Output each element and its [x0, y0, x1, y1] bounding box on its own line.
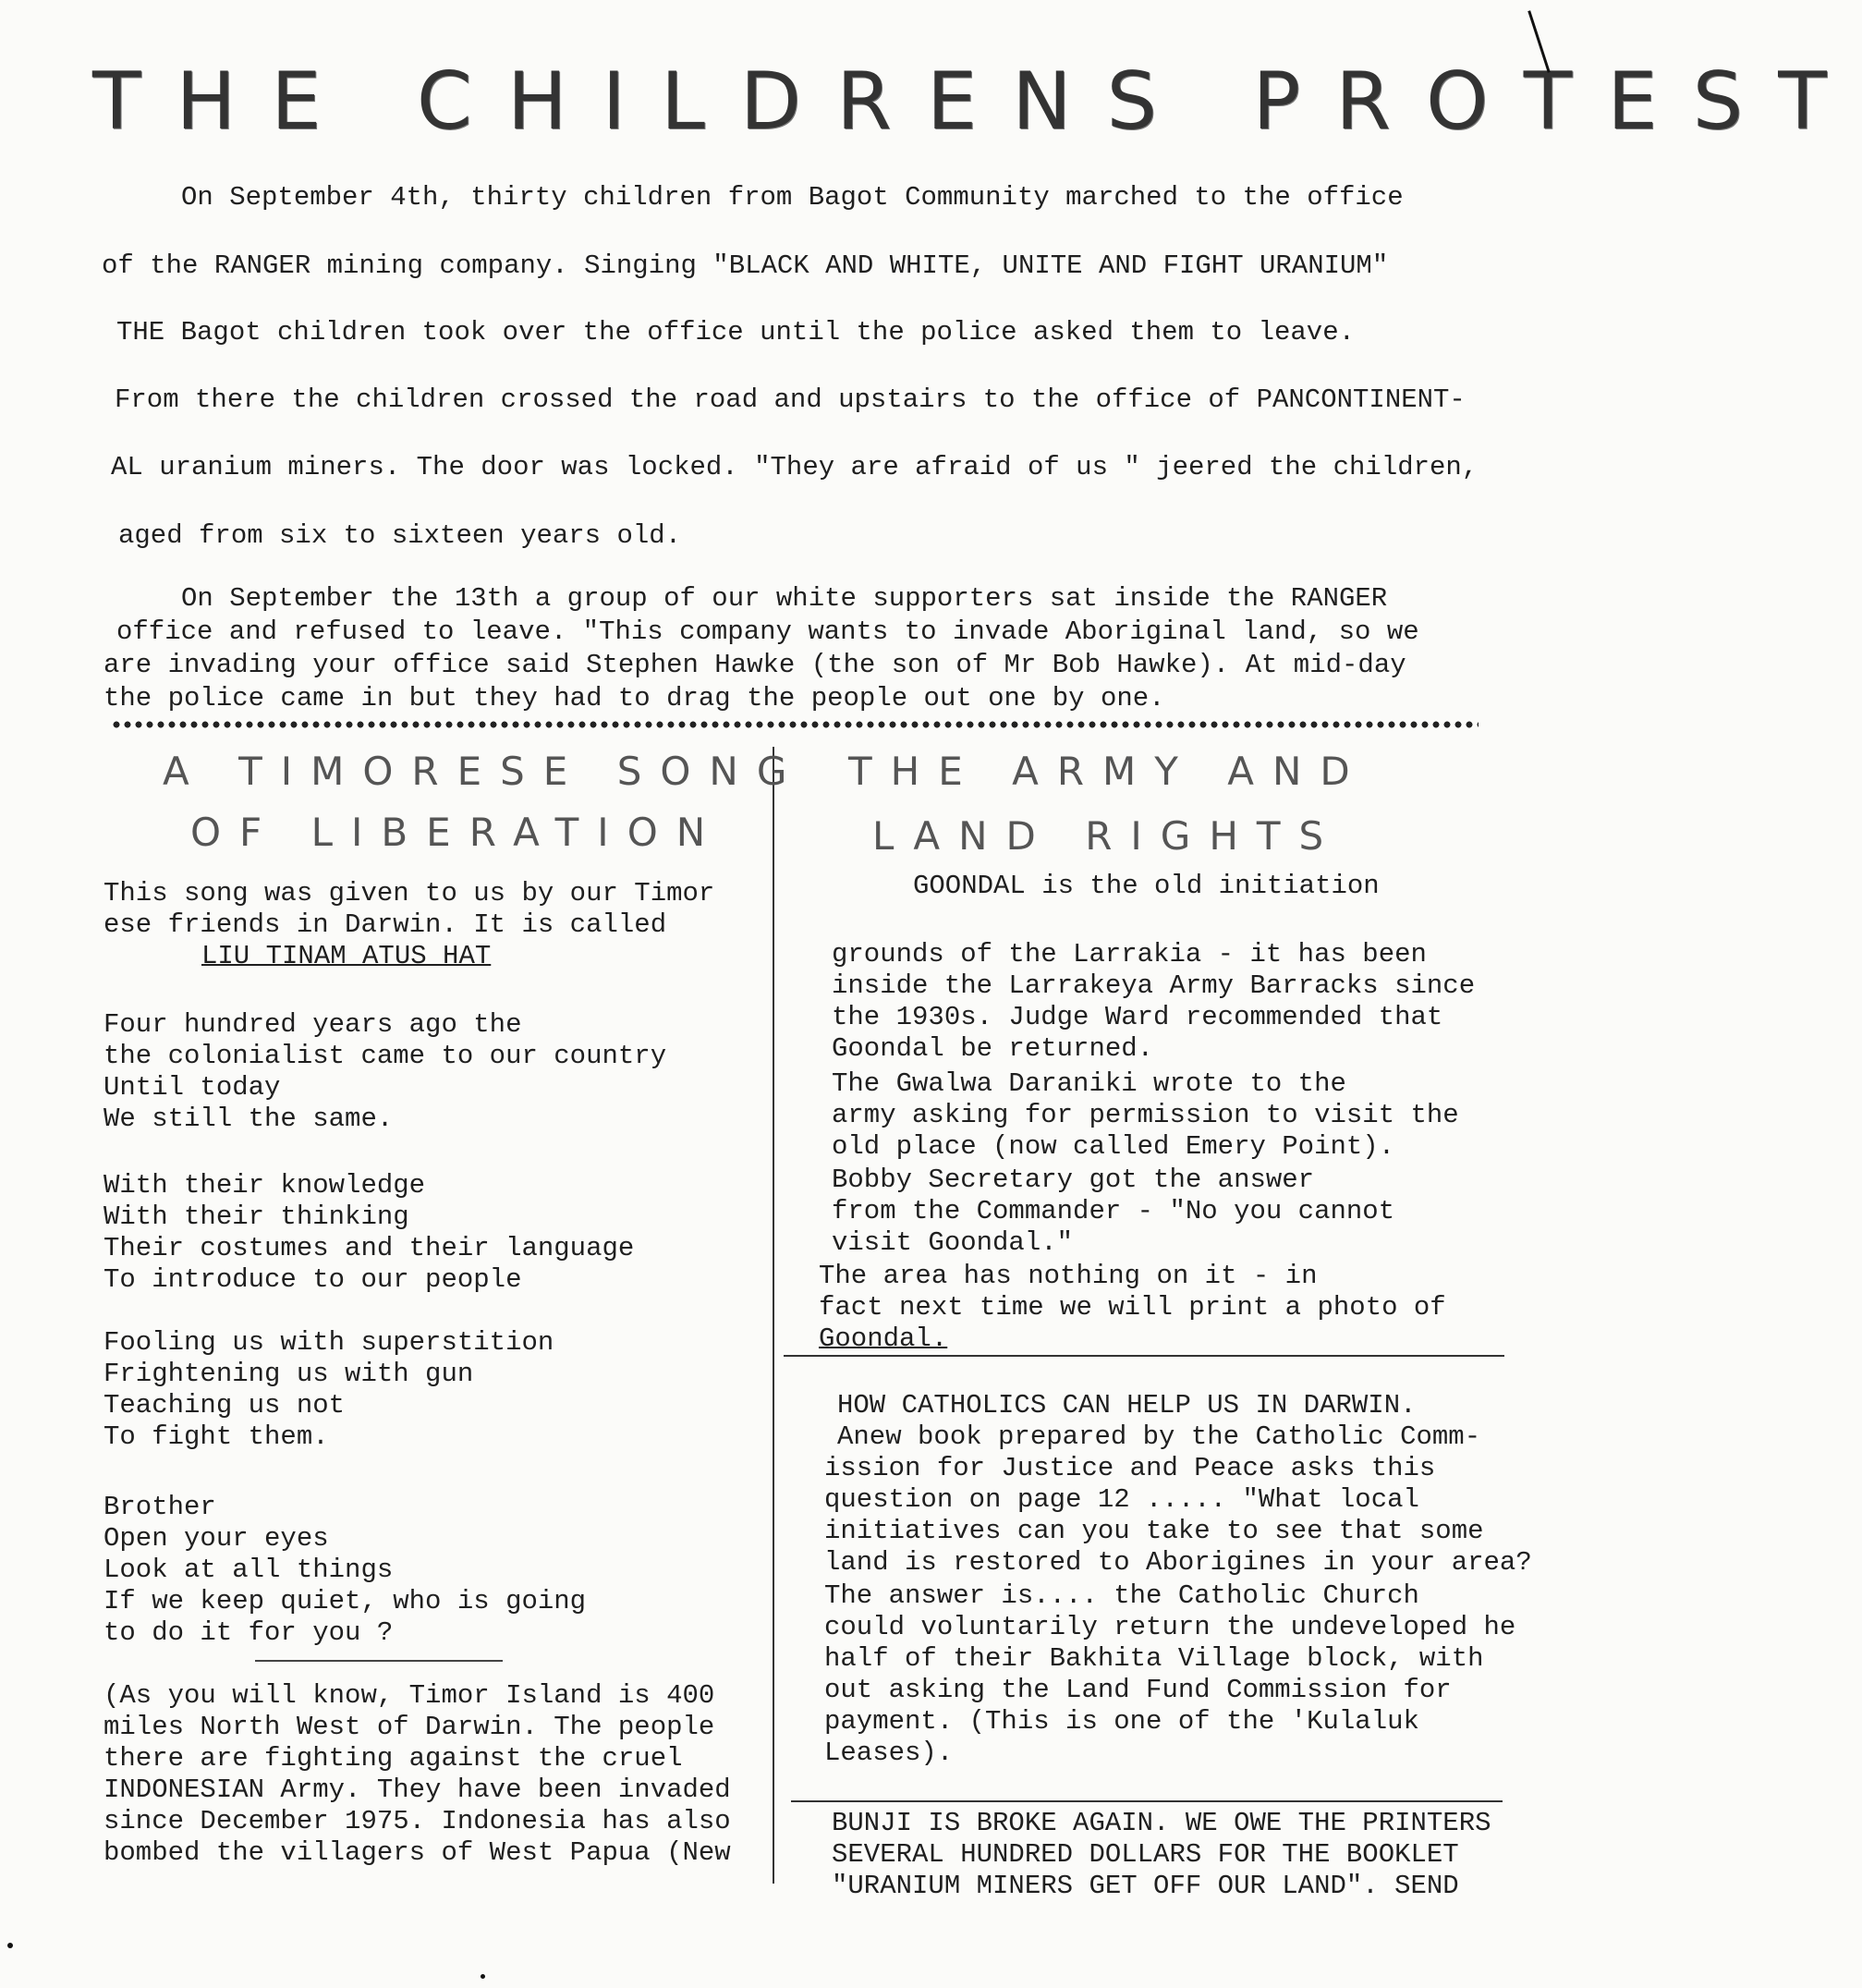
intro-line: On September 4th, thirty children from Bagot Community marched to the office [181, 182, 1404, 213]
song-verse-line: We still the same. [103, 1104, 394, 1134]
song-verse-line: Their costumes and their language [103, 1233, 635, 1263]
song-verse-line: To fight them. [103, 1421, 329, 1452]
army-text-line: The area has nothing on it - in [819, 1261, 1318, 1291]
song-intro-line: ese friends in Darwin. It is called [103, 909, 667, 940]
supporters-line: the police came in but they had to drag the people out one by one. [103, 683, 1165, 713]
catholics-text-line: Leases). [824, 1738, 954, 1768]
catholics-text-line: Anew book prepared by the Catholic Comm- [837, 1421, 1481, 1452]
song-verse-line: Look at all things [103, 1555, 394, 1585]
supporters-line: On September the 13th a group of our white supporters sat inside the RANGER [181, 583, 1388, 614]
column-divider [773, 747, 774, 1884]
song-verse-line: Frightening us with gun [103, 1359, 474, 1389]
catholics-text-line: land is restored to Aborigines in your area? [824, 1547, 1532, 1578]
army-text-line: visit Goondal." [832, 1227, 1074, 1258]
intro-line: aged from six to sixteen years old. [118, 520, 682, 551]
song-verse-line: With their knowledge [103, 1170, 426, 1201]
song-title: LIU TINAM ATUS HAT [201, 941, 492, 971]
catholics-text-line: question on page 12 ..... "What local [824, 1484, 1419, 1515]
song-verse-line: the colonialist came to our country [103, 1041, 667, 1071]
army-text-line: The Gwalwa Daraniki wrote to the [832, 1068, 1346, 1099]
timor-note-line: INDONESIAN Army. They have been invaded [103, 1775, 731, 1805]
catholics-heading: HOW CATHOLICS CAN HELP US IN DARWIN. [837, 1390, 1417, 1421]
timor-note-line: (As you will know, Timor Island is 400 [103, 1680, 715, 1711]
catholics-text-line: out asking the Land Fund Commission for [824, 1675, 1452, 1705]
army-text-line: fact next time we will print a photo of [819, 1292, 1446, 1323]
section-rule [791, 1800, 1503, 1802]
bunji-appeal-line: SEVERAL HUNDRED DOLLARS FOR THE BOOKLET [832, 1839, 1459, 1870]
timor-note-line: bombed the villagers of West Papua (New [103, 1837, 731, 1868]
catholics-text-line: initiatives can you take to see that some [824, 1516, 1484, 1546]
song-verse-line: Teaching us not [103, 1390, 346, 1421]
song-verse-line: Four hundred years ago the [103, 1009, 522, 1040]
song-verse-line: Until today [103, 1072, 281, 1103]
timor-note-line: miles North West of Darwin. The people [103, 1712, 715, 1742]
catholics-text-line: The answer is.... the Catholic Church [824, 1580, 1419, 1611]
catholics-text-line: half of their Bakhita Village block, with [824, 1643, 1484, 1674]
supporters-line: office and refused to leave. "This company wants to invade Aboriginal land, so we [116, 616, 1419, 647]
intro-line: From there the children crossed the road and upstairs to the office of PANCONTINENT- [115, 384, 1466, 415]
army-text-line: GOONDAL is the old initiation [913, 871, 1380, 901]
timor-note-line: there are fighting against the cruel [103, 1743, 683, 1774]
army-text-line: Goondal. [819, 1323, 948, 1354]
army-text-line: Goondal be returned. [832, 1033, 1154, 1064]
army-text-line: from the Commander - "No you cannot [832, 1196, 1395, 1226]
army-text-line: grounds of the Larrakia - it has been [832, 939, 1427, 970]
song-verse-line: to do it for you ? [103, 1617, 394, 1648]
army-text-line: inside the Larrakeya Army Barracks since [832, 970, 1476, 1001]
timorese-song-heading-line2: OF LIBERATION [190, 810, 724, 855]
supporters-line: are invading your office said Stephen Hawke (the son of Mr Bob Hawke). At mid-day [103, 650, 1406, 680]
song-verse-line: With their thinking [103, 1201, 409, 1232]
song-verse-line: Fooling us with superstition [103, 1327, 554, 1358]
catholics-text-line: could voluntarily return the undeveloped he [824, 1612, 1516, 1642]
page-title: THE CHILDRENS PROTEST [92, 55, 1862, 148]
bunji-appeal-line: BUNJI IS BROKE AGAIN. WE OWE THE PRINTERS [832, 1808, 1491, 1838]
song-end-rule [255, 1660, 503, 1662]
bunji-appeal-line: "URANIUM MINERS GET OFF OUR LAND". SEND [832, 1871, 1459, 1901]
catholics-text-line: ission for Justice and Peace asks this [824, 1453, 1436, 1483]
song-verse-line: Brother [103, 1492, 216, 1522]
army-text-line: Bobby Secretary got the answer [832, 1165, 1315, 1195]
section-rule [784, 1355, 1504, 1357]
scan-mark [7, 1943, 13, 1948]
army-text-line: army asking for permission to visit the [832, 1100, 1459, 1130]
intro-line: AL uranium miners. The door was locked. "They are afraid of us " jeered the children, [111, 452, 1479, 482]
intro-line: of the RANGER mining company. Singing "BLACK AND WHITE, UNITE AND FIGHT URANIUM" [102, 250, 1389, 281]
timorese-song-heading-line1: A TIMORESE SONG [163, 749, 806, 794]
army-text-line: the 1930s. Judge Ward recommended that [832, 1002, 1443, 1032]
army-heading-line1: THE ARMY AND [848, 749, 1369, 794]
song-verse-line: If we keep quiet, who is going [103, 1586, 587, 1616]
scan-mark [481, 1974, 485, 1979]
timor-note-line: since December 1975. Indonesia has also [103, 1806, 731, 1836]
intro-line: THE Bagot children took over the office until the police asked them to leave. [116, 317, 1356, 348]
dotted-divider [111, 721, 1479, 728]
song-intro-line: This song was given to us by our Timor [103, 878, 715, 909]
song-verse-line: Open your eyes [103, 1523, 329, 1554]
catholics-text-line: payment. (This is one of the 'Kulaluk [824, 1706, 1419, 1737]
army-heading-line2: LAND RIGHTS [872, 813, 1343, 859]
army-text-line: old place (now called Emery Point). [832, 1131, 1395, 1162]
song-verse-line: To introduce to our people [103, 1264, 522, 1295]
